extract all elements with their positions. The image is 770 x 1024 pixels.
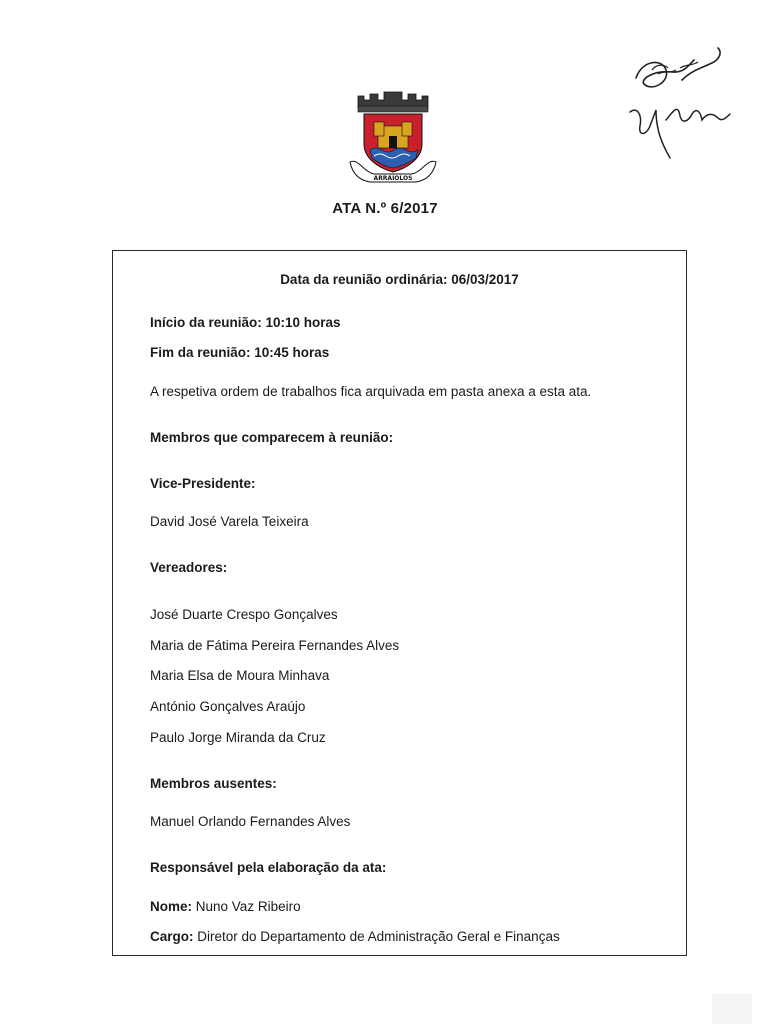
councillor-item: Maria de Fátima Pereira Fernandes Alves (150, 638, 400, 653)
role-label: Cargo: (150, 929, 194, 944)
name-label: Nome: (150, 899, 193, 914)
meeting-end: Fim da reunião: 10:45 horas (150, 345, 330, 360)
crest-motto: ARRAIOLOS (373, 175, 413, 182)
councillor-item: António Gonçalves Araújo (150, 699, 306, 714)
vice-president-name: David José Varela Teixeira (150, 514, 309, 529)
councillors-heading: Vereadores: (150, 560, 228, 575)
members-present-heading: Membros que comparecem à reunião: (150, 430, 394, 445)
responsible-name-line (150, 899, 301, 914)
councillor-item: José Duarte Crespo Gonçalves (150, 607, 338, 622)
role-value: Diretor do Departamento de Administração Geral e Finanças (197, 929, 560, 944)
document-title: ATA N.º 6/2017 (332, 200, 438, 217)
councillor-item: Maria Elsa de Moura Minhava (150, 668, 330, 683)
meeting-start: Início da reunião: 10:10 horas (150, 315, 341, 330)
municipal-crest-logo (344, 88, 442, 188)
absent-member-item: Manuel Orlando Fernandes Alves (150, 814, 351, 829)
vice-president-heading: Vice-Presidente: (150, 476, 256, 491)
scan-corner-mark (712, 994, 752, 1024)
councillor-item: Paulo Jorge Miranda da Cruz (150, 730, 326, 745)
absent-members-heading: Membros ausentes: (150, 776, 277, 791)
responsible-heading: Responsável pela elaboração da ata: (150, 860, 387, 875)
meeting-date: Data da reunião ordinária: 06/03/2017 (280, 272, 519, 287)
agenda-note: A respetiva ordem de trabalhos fica arquivada em pasta anexa a esta ata. (150, 384, 592, 399)
responsible-role-line (150, 929, 560, 944)
minutes-box (112, 250, 687, 956)
handwritten-signature (622, 40, 742, 160)
name-value: Nuno Vaz Ribeiro (195, 899, 301, 914)
